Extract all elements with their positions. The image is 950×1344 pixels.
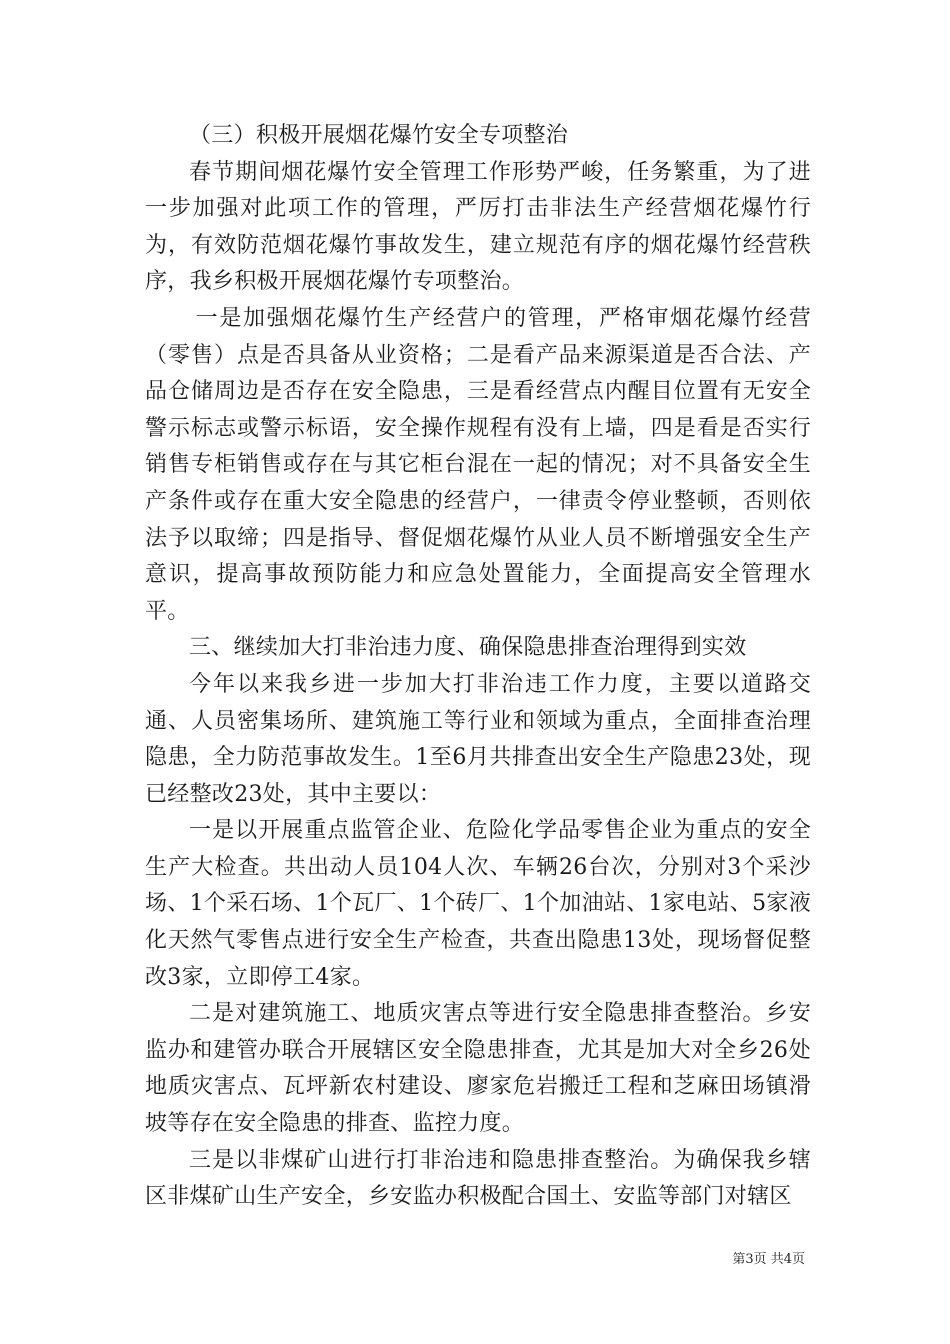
part3-paragraph-4: 三是以非煤矿山进行打非治违和隐患排查整治。为确保我乡辖区非煤矿山生产安全，乡安监办积极配合国土、安监等部门对辖区 [145, 1147, 811, 1210]
section3-paragraph-2: 一是加强烟花爆竹生产经营户的管理，严格审烟花爆竹经营（零售）点是否具备从业资格；二是看产品来源渠道是否合法、产品仓储周边是否存在安全隐患，三是看经营点内醒目位置有无安全警示标志或警示标语，安全操作规程有没有上墙，四是看是否实行销售专柜销售或存在与其它柜台混在一起的情况；对不具备安全生产条件或存在重大安全隐患的经营户，一律责令停业整顿，否则依法予以取缔；四是指导、督促烟花爆竹从业人员不断增强安全生产意识，提高事故预防能力和应急处置能力，全面提高安全管理水平。 [145, 305, 811, 624]
part3-paragraph-2: 一是以开展重点监管企业、危险化学品零售企业为重点的安全生产大检查。共出动人员104人次、车辆26台次，分别对3个采沙场、1个采石场、1个瓦厂、1个砖厂、1个加油站、1家电站、5家液化天然气零售点进行安全生产检查，共查出隐患13处，现场督促整改3家，立即停工4家。 [145, 818, 811, 990]
part3-paragraph-1: 今年以来我乡进一步加大打非治违工作力度，主要以道路交通、人员密集场所、建筑施工等行业和领域为重点，全面排查治理隐患，全力防范事故发生。1至6月共排查出安全生产隐患23处，现已经整改23处，其中主要以： [145, 671, 811, 807]
section3-paragraph-1: 春节期间烟花爆竹安全管理工作形势严峻，任务繁重，为了进一步加强对此项工作的管理，严厉打击非法生产经营烟花爆竹行为，有效防范烟花爆竹事故发生，建立规范有序的烟花爆竹经营秩序，我乡积极开展烟花爆竹专项整治。 [145, 159, 811, 295]
part3-heading: 三、继续加大打非治违力度、确保隐患排查治理得到实效 [189, 635, 747, 661]
page-number-footer: 第3页 共4页 [732, 1252, 805, 1267]
section3-heading: （三）积极开展烟花爆竹安全专项整治 [189, 123, 569, 148]
part3-paragraph-3: 二是对建筑施工、地质灾害点等进行安全隐患排查整治。乡安监办和建管办联合开展辖区安全隐患排查，尤其是加大对全乡26处地质灾害点、瓦坪新农村建设、廖家危岩搬迁工程和芝麻田场镇滑坡等存在安全隐患的排查、监控力度。 [145, 1001, 811, 1137]
document-body [145, 118, 811, 1216]
